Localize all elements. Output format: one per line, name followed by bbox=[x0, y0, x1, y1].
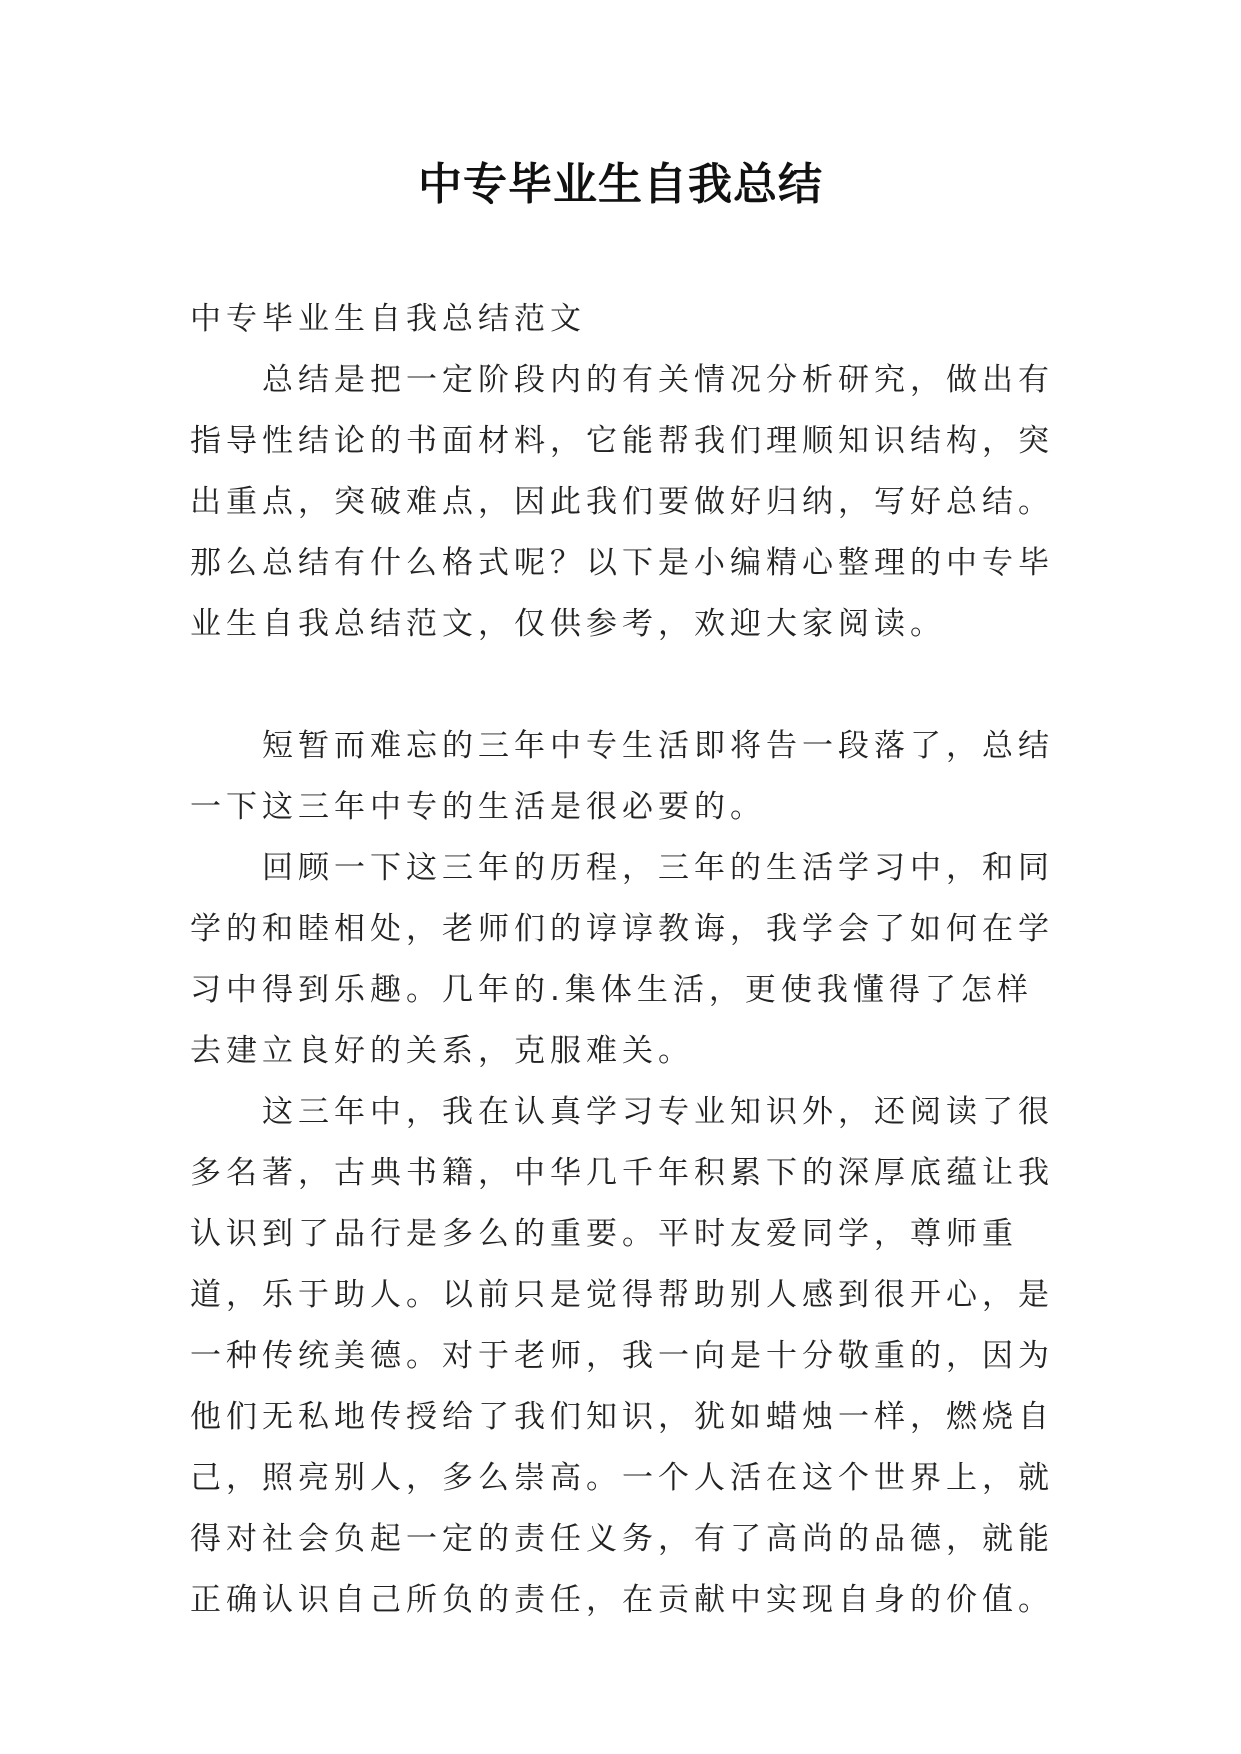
document-subtitle: 中专毕业生自我总结范文 bbox=[190, 301, 586, 337]
document-title: 中专毕业生自我总结 bbox=[418, 159, 823, 210]
body-paragraph: 这三年中，我在认真学习专业知识外，还阅读了很多名著，古典书籍，中华几千年积累下的深厚底蕴让我认识到了品行是多么的重要。平时友爱同学，尊师重道，乐于助人。以前只是觉得帮助别人感到很开心，是一种传统美德。对于老师，我一向是十分敬重的，因为他们无私地传授给了我们知识，犹如蜡烛一样，燃烧自己，照亮别人，多么崇高。一个人活在这个世界上，就得对社会负起一定的责任义务，有了高尚的品德，就能正确认识自己所负的责任，在贡献中实现自身的价值。 bbox=[190, 1094, 1054, 1618]
document-body bbox=[190, 289, 1060, 1631]
body-paragraph: 回顾一下这三年的历程，三年的生活学习中，和同学的和睦相处，老师们的谆谆教诲，我学会了如何在学习中得到乐趣。几年的.集体生活，更使我懂得了怎样去建立良好的关系，克服难关。 bbox=[190, 850, 1054, 1069]
intro-paragraph: 总结是把一定阶段内的有关情况分析研究，做出有指导性结论的书面材料，它能帮我们理顺知识结构，突出重点，突破难点，因此我们要做好归纳，写好总结。那么总结有什么格式呢？以下是小编精心整理的中专毕业生自我总结范文，仅供参考，欢迎大家阅读。 bbox=[190, 362, 1054, 642]
body-paragraph: 短暂而难忘的三年中专生活即将告一段落了，总结一下这三年中专的生活是很必要的。 bbox=[190, 728, 1054, 825]
paragraph-spacer bbox=[190, 655, 1060, 716]
